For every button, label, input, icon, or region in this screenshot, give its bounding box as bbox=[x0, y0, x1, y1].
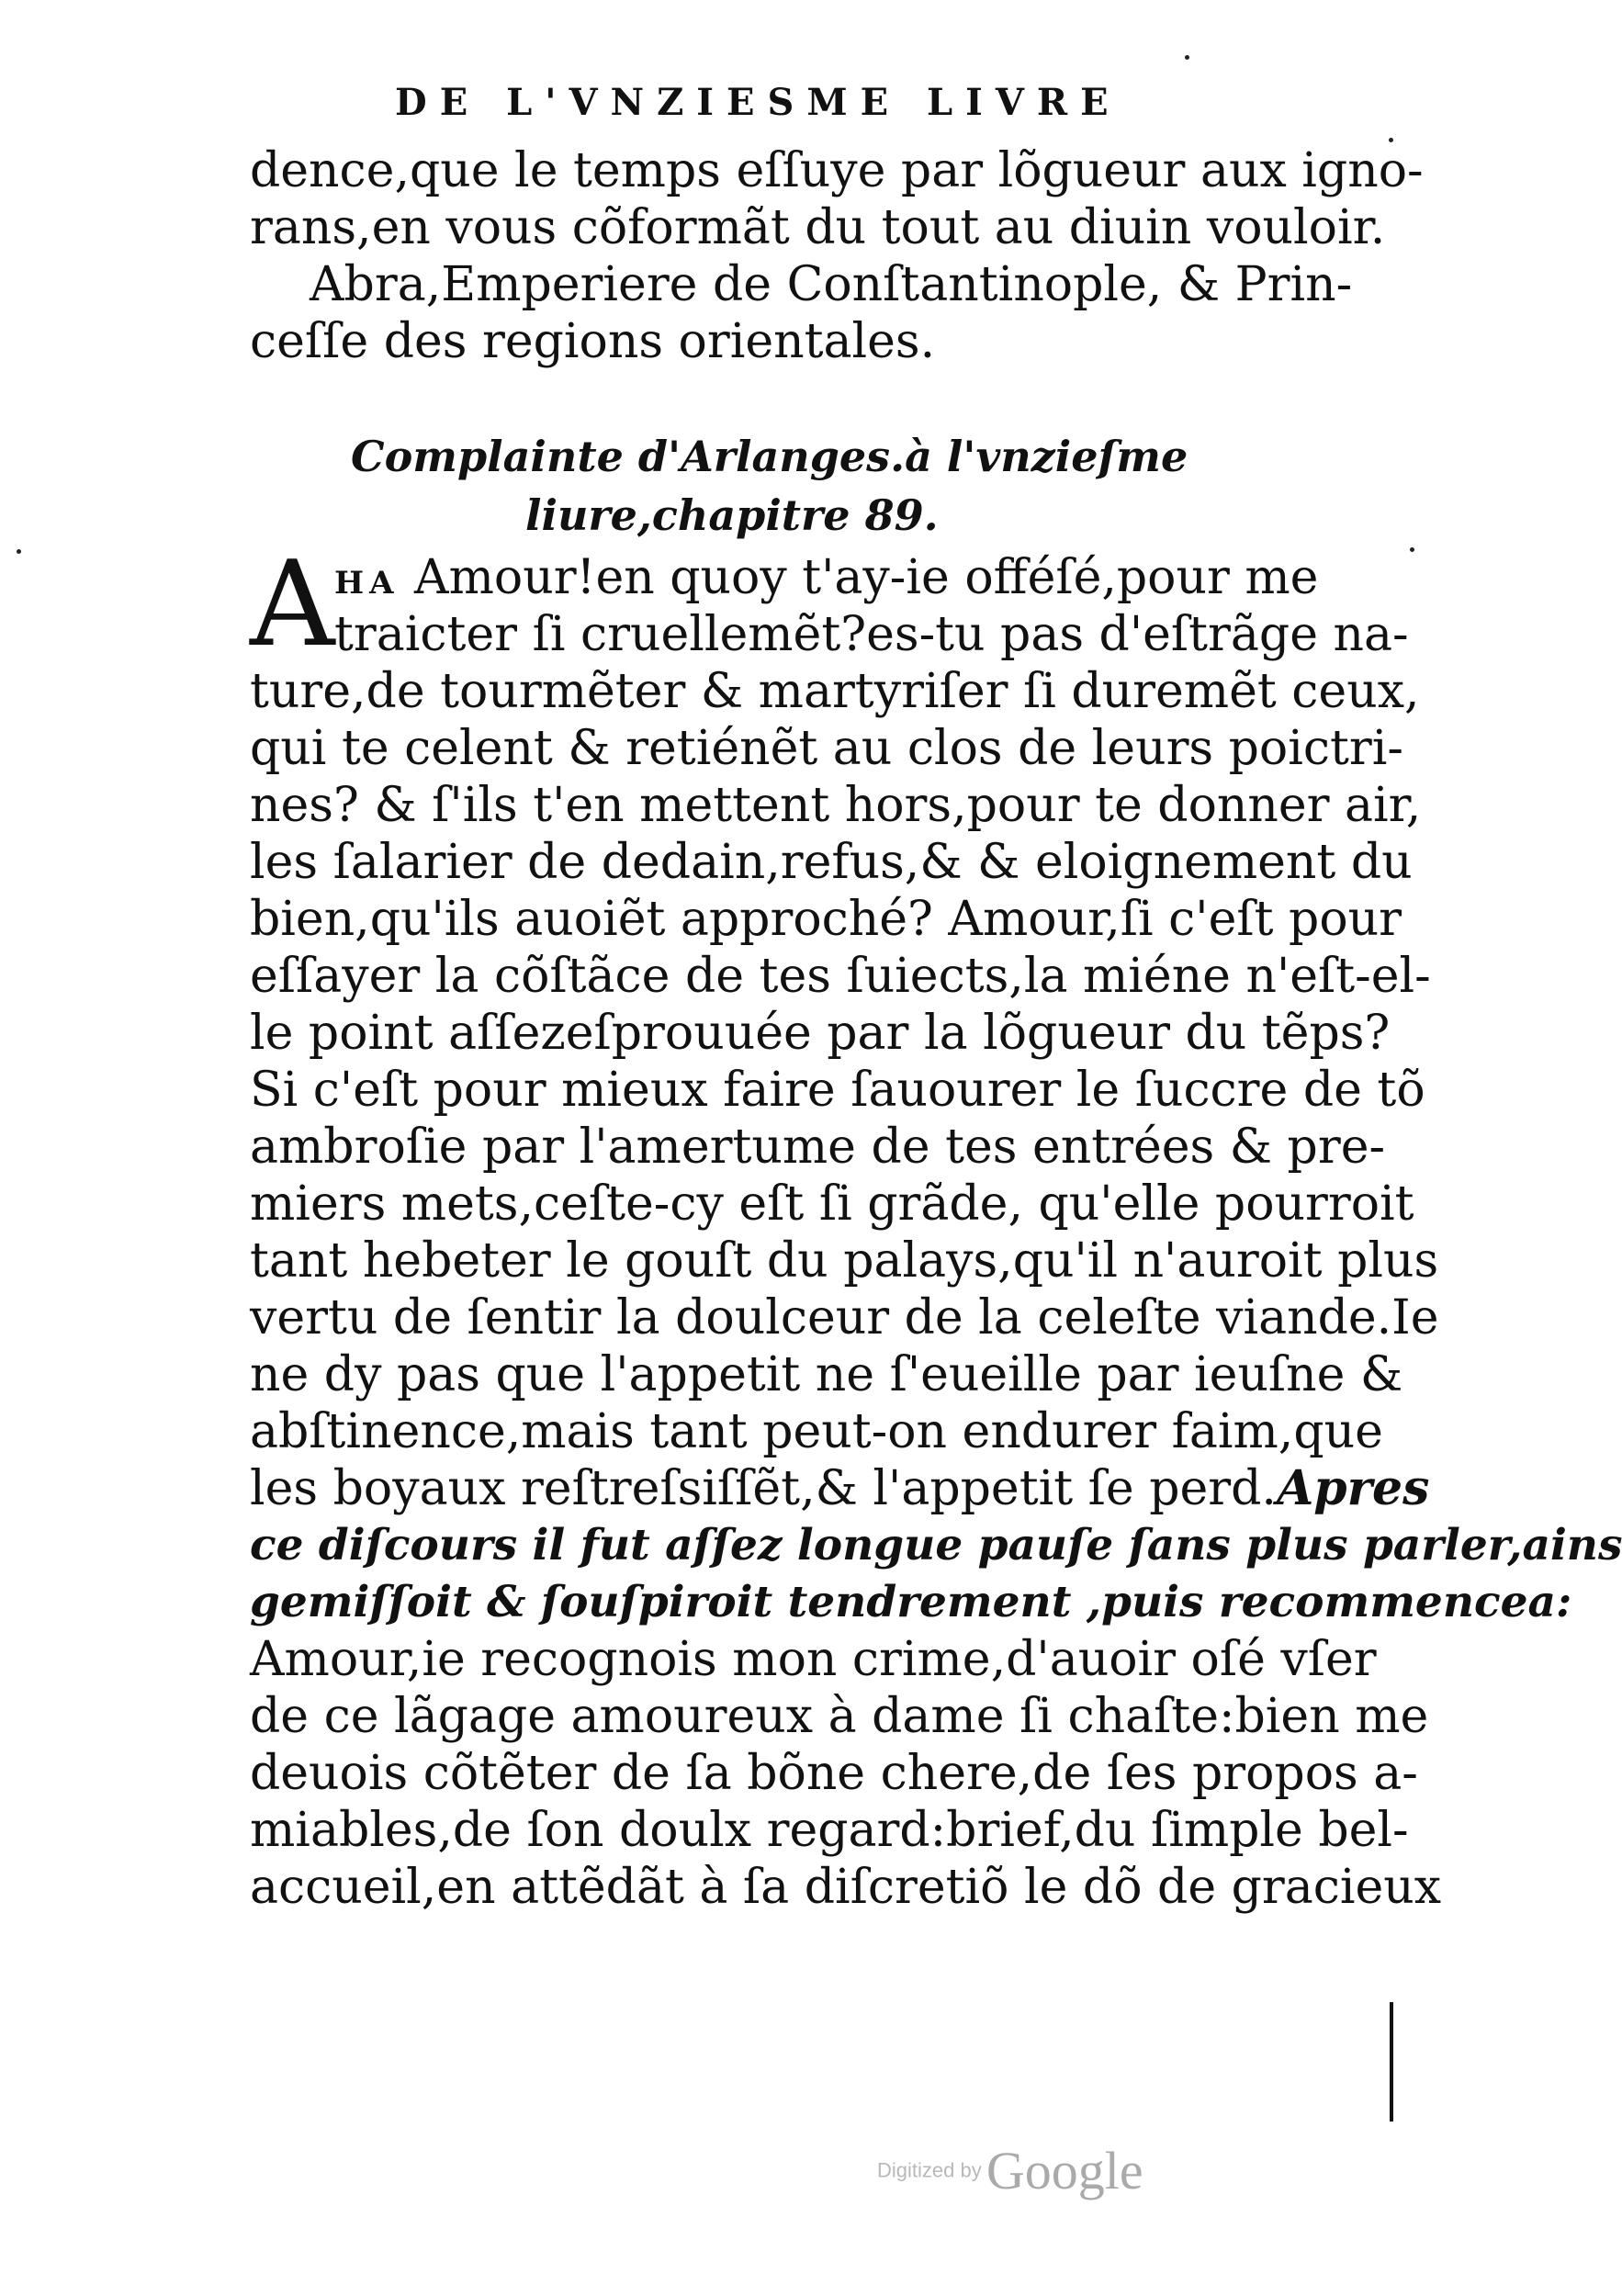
google-wordmark: Google bbox=[986, 2141, 1143, 2200]
signature-line: Abra,Emperiere de Conſtantinople, & Prin- bbox=[310, 257, 1353, 312]
chapter-body bbox=[250, 536, 1622, 1916]
text-line: ceſſe des regions orientales. bbox=[250, 314, 936, 369]
text-line: Amour,ie recognois mon crime,d'auoir oſé vſer bbox=[250, 1632, 1377, 1687]
text-line: le point aſſezeſprouuée par la lõgueur du tẽps? bbox=[250, 1006, 1391, 1061]
text-line: tant hebeter le gouſt du palays,qu'il n'auroit plus bbox=[250, 1233, 1439, 1289]
scan-speck bbox=[1185, 55, 1189, 60]
text-line: les ſalarier de dedain,refus,& & eloignement du bbox=[250, 835, 1413, 890]
text-line: de ce lãgage amoureux à dame ſi chaſte:bien me bbox=[250, 1689, 1429, 1744]
running-head: DE L'VNZIESME LIVRE bbox=[395, 81, 1121, 124]
text-line: vertu de ſentir la doulceur de la celeſte viande.Ie bbox=[250, 1290, 1439, 1345]
text-line: Si c'eſt pour mieux faire ſauourer le ſuccre de tõ bbox=[250, 1063, 1425, 1118]
text-line: deuois cõtẽter de ſa bõne chere,de ſes propos a- bbox=[250, 1746, 1418, 1801]
text-line bbox=[250, 549, 1319, 606]
italic-fragment: Apres bbox=[1276, 1460, 1430, 1516]
text-line: abſtinence,mais tant peut-on endurer faim,que bbox=[250, 1404, 1383, 1459]
chapter-heading bbox=[250, 427, 1233, 545]
text-fragment: Amour!en quoy t'ay-ie offéſé,pour me bbox=[399, 550, 1319, 605]
text-line: accueil,en attẽdãt à ſa diſcretiõ le dõ de gracieux bbox=[250, 1860, 1442, 1915]
text-line: eſſayer la cõſtãce de tes ſuiects,la miéne n'eſt-el- bbox=[250, 949, 1431, 1004]
text-line: qui te celent & retiénẽt au clos de leurs poictri- bbox=[250, 721, 1403, 776]
italic-line: ce diſcours il fut aſſez longue pauſe ſans plus parler,ains bbox=[250, 1520, 1622, 1570]
scan-edge-line bbox=[1390, 2002, 1393, 2122]
text-line: miables,de ſon doulx regard:brief,du ſimple bel- bbox=[250, 1803, 1409, 1858]
text-line: nes? & ſ'ils t'en mettent hors,pour te donner air, bbox=[250, 778, 1422, 833]
text-line: ne dy pas que l'appetit ne ſ'eueille par ieuſne & bbox=[250, 1347, 1403, 1402]
scan-speck bbox=[17, 549, 21, 554]
text-line: ambroſie par l'amertume de tes entrées & pre- bbox=[250, 1120, 1386, 1175]
text-line: bien,qu'ils auoiẽt approché? Amour,ſi c'eſt pour bbox=[250, 892, 1402, 947]
preceding-text bbox=[250, 142, 1424, 370]
text-line: ture,de tourmẽter & martyriſer ſi duremẽt ceux, bbox=[250, 664, 1420, 719]
text-line bbox=[250, 1460, 1430, 1517]
small-caps-word: HA bbox=[334, 565, 400, 602]
digitized-by-label: Digitized by bbox=[877, 2158, 982, 2182]
scan-speck bbox=[1389, 138, 1393, 142]
italic-line: gemiſſoit & ſouſpiroit tendrement ,puis recommencea: bbox=[250, 1577, 1572, 1627]
scan-speck bbox=[1410, 547, 1414, 552]
text-fragment: les boyaux reſtreſsiſſẽt,& l'appetit ſe perd. bbox=[250, 1461, 1277, 1516]
text-line: traicter ſi cruellemẽt?es-tu pas d'eſtrãge na- bbox=[334, 607, 1409, 662]
text-line: miers mets,ceſte-cy eſt ſi grãde, qu'elle pourroit bbox=[250, 1176, 1414, 1232]
chapter-heading-line: liure,chapitre 89. bbox=[525, 490, 939, 540]
digitization-credit bbox=[877, 2140, 1143, 2201]
chapter-heading-line: Complainte d'Arlanges.à l'vnzieſme bbox=[351, 432, 1188, 481]
dropcap-paragraph bbox=[250, 536, 1409, 673]
text-line: dence,que le temps eſſuye par lõgueur aux igno- bbox=[250, 143, 1424, 198]
text-line: rans,en vous cõformãt du tout au diuin vouloir. bbox=[250, 200, 1386, 255]
drop-cap: A bbox=[250, 536, 335, 673]
